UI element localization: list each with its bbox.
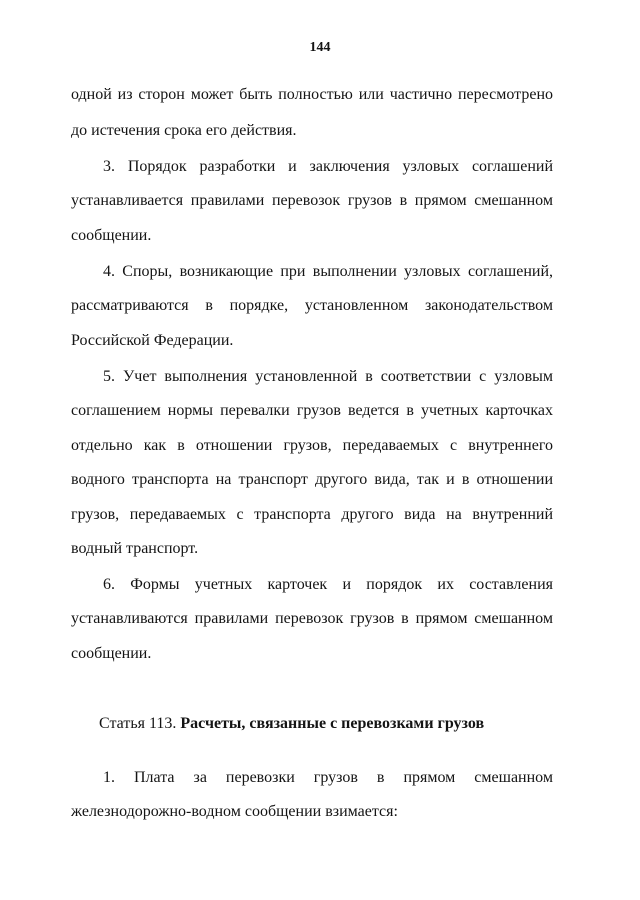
item-5-line: грузов, передаваемых с транспорта другого вида на внутренний	[71, 506, 553, 523]
item-6-line: сообщении.	[71, 645, 152, 662]
item-6-line: устанавливаются правилами перевозок грузов в прямом смешанном	[71, 610, 553, 627]
item-5-line: отдельно как в отношении грузов, передаваемых с внутреннего	[71, 437, 553, 454]
paragraph-continuation-line: до истечения срока его действия.	[71, 122, 297, 139]
article-item-1-line: 1. Плата за перевозки грузов в прямом смешанном	[103, 769, 553, 786]
item-4-line: 4. Споры, возникающие при выполнении узловых соглашений,	[103, 263, 553, 280]
item-3-line: сообщении.	[71, 227, 152, 244]
page-number: 144	[309, 40, 331, 55]
item-4-line: Российской Федерации.	[71, 332, 234, 349]
item-5-line: водный транспорт.	[71, 540, 199, 557]
item-3-line: 3. Порядок разработки и заключения узловых соглашений	[103, 158, 553, 175]
item-3-line: устанавливается правилами перевозок грузов в прямом смешанном	[71, 192, 553, 209]
article-heading	[99, 714, 484, 734]
article-title: Расчеты, связанные с перевозками грузов	[180, 715, 485, 732]
item-5-line: водного транспорта на транспорт другого вида, так и в отношении	[71, 471, 553, 488]
item-4-line: рассматриваются в порядке, установленном законодательством	[71, 297, 553, 314]
article-item-1-line: железнодорожно-водном сообщении взимается:	[71, 803, 398, 820]
item-5-line: 5. Учет выполнения установленной в соответствии с узловым	[103, 368, 553, 385]
item-6-line: 6. Формы учетных карточек и порядок их составления	[103, 576, 553, 593]
article-label: Статья 113.	[99, 715, 177, 732]
item-5-line: соглашением нормы перевалки грузов ведется в учетных карточках	[71, 402, 553, 419]
paragraph-continuation-line: одной из сторон может быть полностью или частично пересмотрено	[71, 86, 553, 103]
